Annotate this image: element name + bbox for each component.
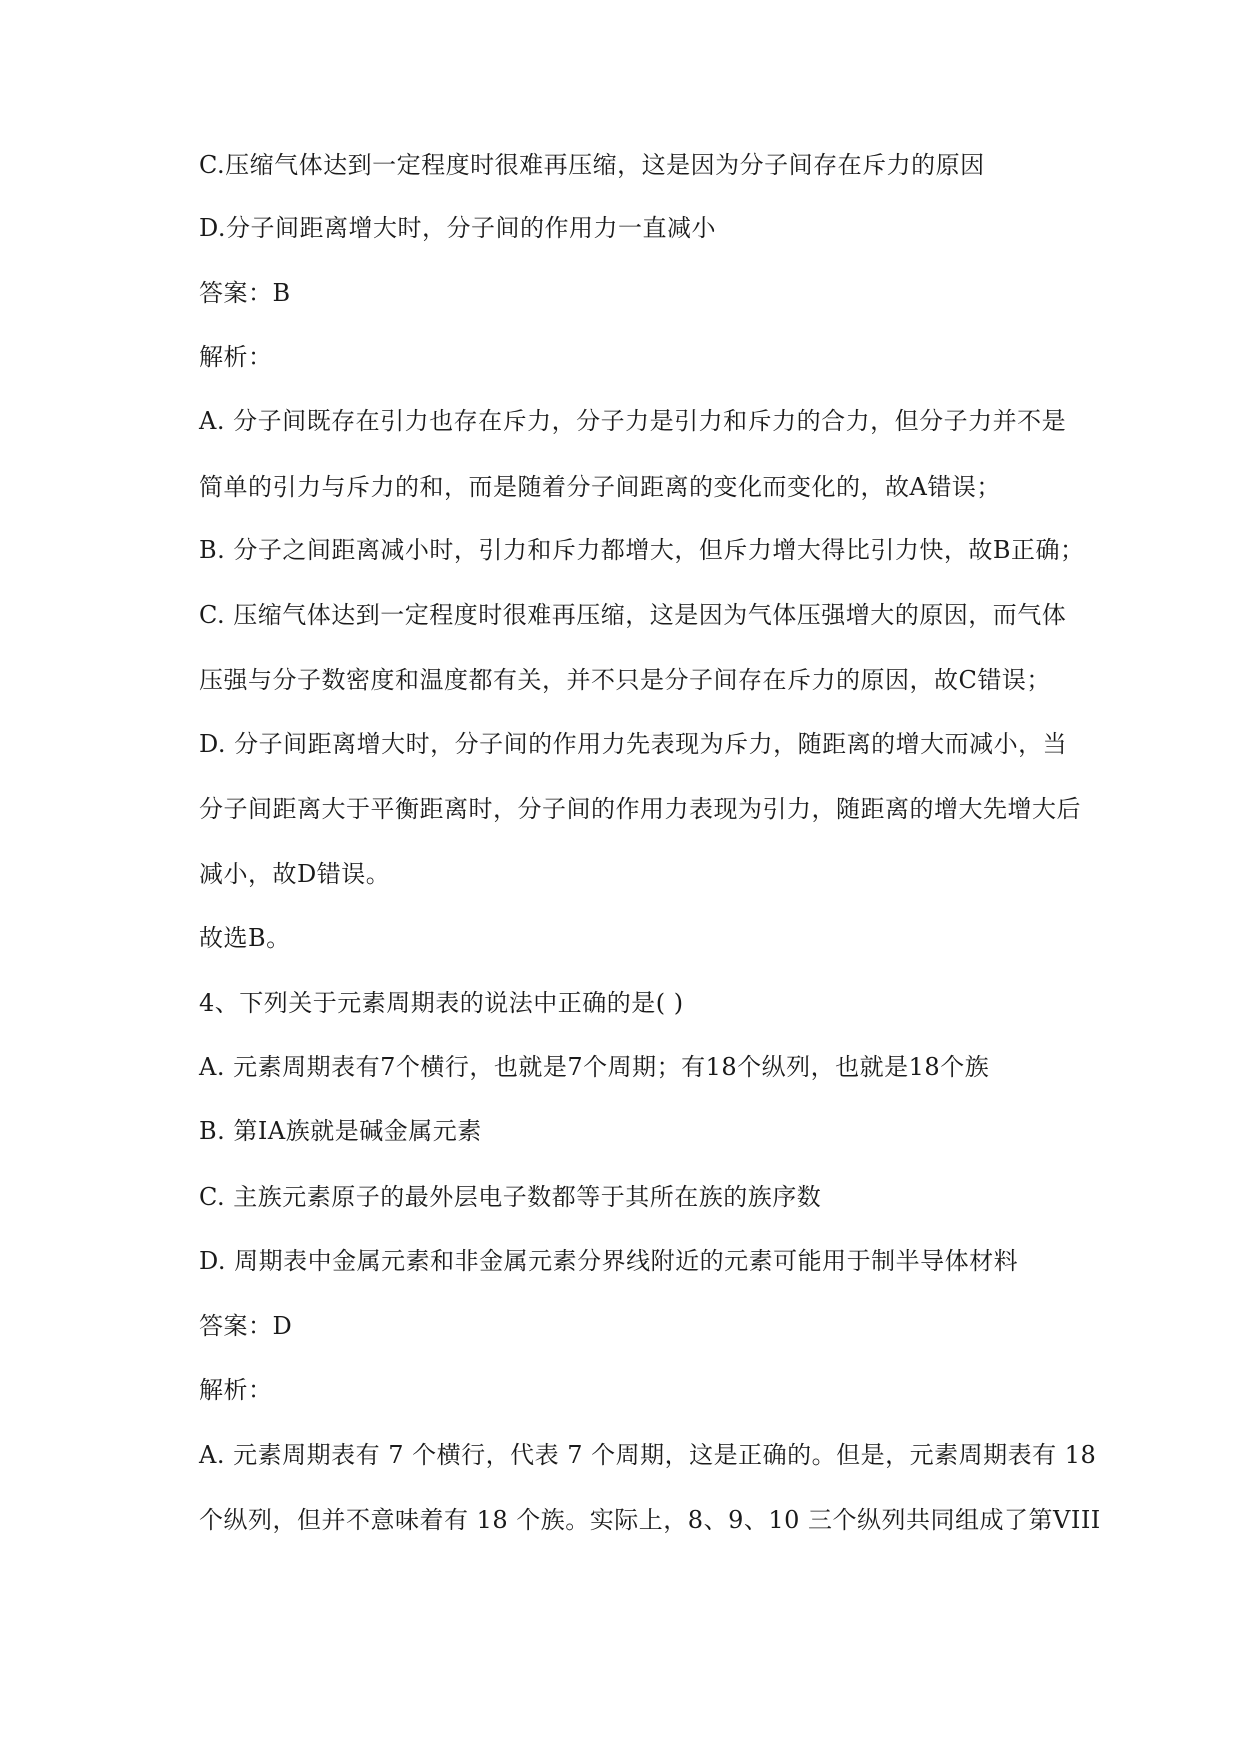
analysis-b-line: B. 分子之间距离减小时，引力和斥力都增大，但斥力增大得比引力快，故B正确；: [199, 536, 1085, 564]
analysis-a-line-1: A. 分子间既存在引力也存在斥力，分子力是引力和斥力的合力，但分子力并不是: [199, 407, 1067, 435]
analysis-c-line-2: 压强与分子数密度和温度都有关，并不只是分子间存在斥力的原因，故C错误；: [199, 666, 1051, 694]
question-4-stem: 4、下列关于元素周期表的说法中正确的是( ): [199, 989, 684, 1017]
option-d-line: D.分子间距离增大时，分子间的作用力一直减小: [199, 214, 717, 242]
analysis-d-line-2: 分子间距离大于平衡距离时，分子间的作用力表现为引力，随距离的增大先增大后: [199, 795, 1081, 823]
analysis-d-line-1: D. 分子间距离增大时，分子间的作用力先表现为斥力，随距离的增大而减小，当: [199, 730, 1068, 758]
analysis-a-line-2: 简单的引力与斥力的和，而是随着分子间距离的变化而变化的，故A错误；: [199, 473, 1001, 501]
analysis-heading: 解析：: [199, 343, 273, 371]
q4-option-a: A. 元素周期表有7个横行，也就是7个周期；有18个纵列，也就是18个族: [199, 1053, 990, 1081]
q4-option-b: B. 第IA族就是碱金属元素: [199, 1117, 482, 1145]
analysis-d-line-3: 减小，故D错误。: [199, 860, 391, 888]
answer-line: 答案：B: [199, 279, 291, 307]
analysis-c-line-1: C. 压缩气体达到一定程度时很难再压缩，这是因为气体压强增大的原因，而气体: [199, 601, 1067, 629]
q4-answer-line: 答案：D: [199, 1312, 293, 1340]
q4-analysis-a-line-1: A. 元素周期表有 7 个横行，代表 7 个周期，这是正确的。但是，元素周期表有 18: [199, 1441, 1097, 1469]
q4-option-d: D. 周期表中金属元素和非金属元素分界线附近的元素可能用于制半导体材料: [199, 1247, 1019, 1275]
q4-analysis-heading: 解析：: [199, 1376, 273, 1404]
q4-option-c: C. 主族元素原子的最外层电子数都等于其所在族的族序数: [199, 1183, 822, 1211]
conclusion-line: 故选B。: [199, 924, 291, 952]
option-c-line: C.压缩气体达到一定程度时很难再压缩，这是因为分子间存在斥力的原因: [199, 151, 985, 179]
q4-analysis-a-line-2: 个纵列，但并不意味着有 18 个族。实际上，8、9、10 三个纵列共同组成了第VIII: [199, 1506, 1101, 1534]
